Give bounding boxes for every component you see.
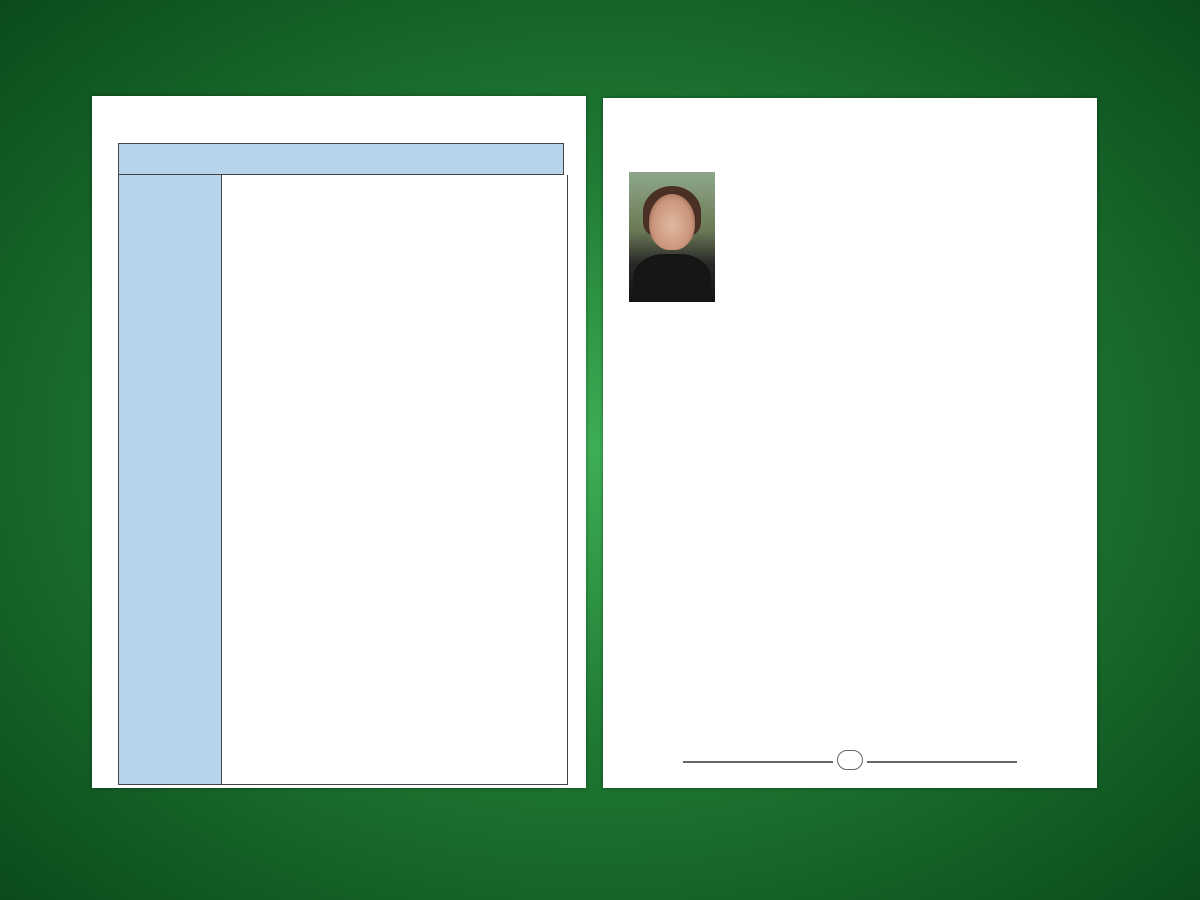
table-of-contents <box>222 175 568 785</box>
frame-left-ornament <box>18 78 80 800</box>
footer-rule <box>867 761 1017 763</box>
page-footer <box>683 750 1017 772</box>
frame-top-ornament <box>0 22 1200 78</box>
journal-contents-page <box>92 96 586 788</box>
page-number <box>837 750 863 770</box>
article-page <box>603 98 1097 788</box>
author-photo <box>629 172 715 302</box>
author-photo-body <box>633 254 711 302</box>
editorial-sidebar <box>118 175 222 785</box>
author-photo-face <box>649 194 695 250</box>
footer-rule <box>683 761 833 763</box>
frame-bottom-ornament <box>0 800 1200 860</box>
journal-header <box>118 143 564 175</box>
frame-right-ornament <box>1118 78 1180 800</box>
